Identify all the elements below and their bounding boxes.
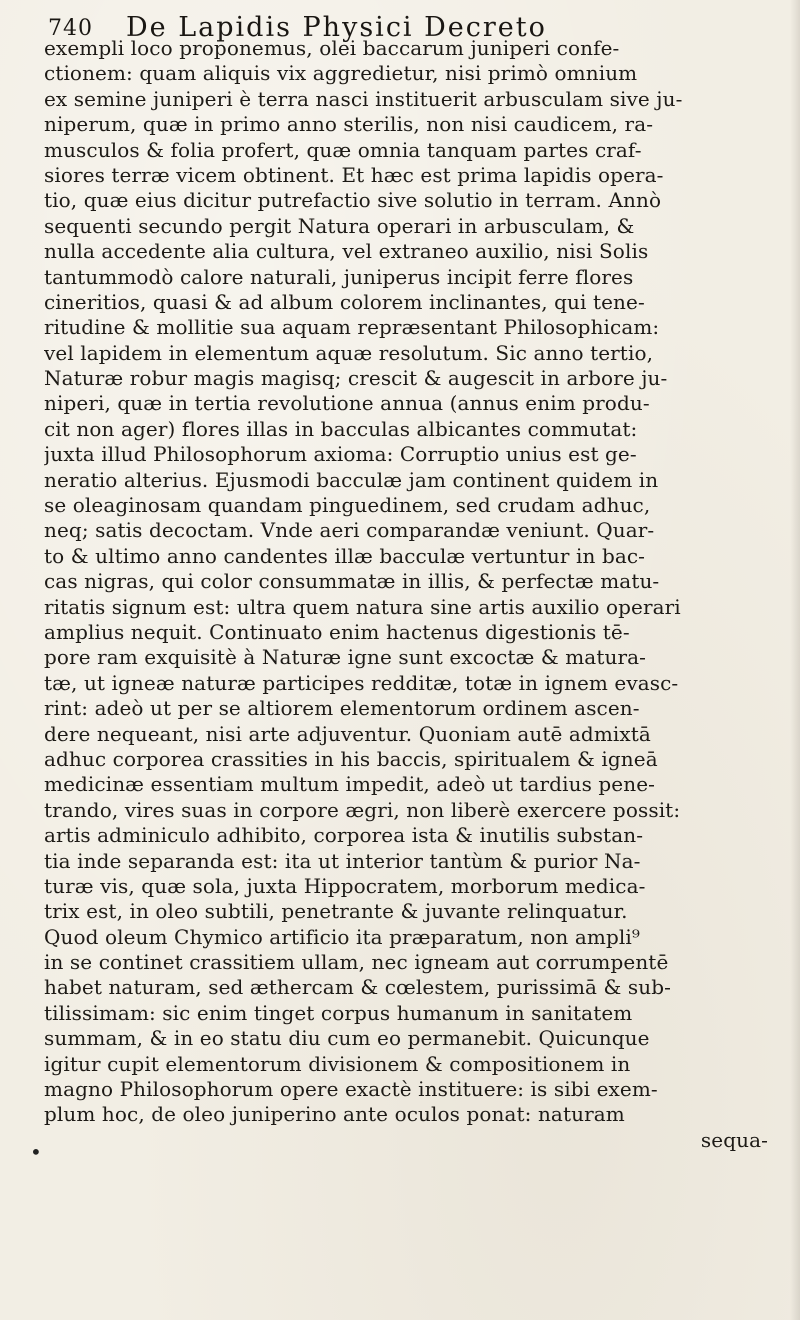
text-line: se oleaginosam quandam pinguedinem, sed crudam adhuc, — [44, 493, 651, 518]
text-line: ritudine & mollitie sua aquam repræsentant Philosophicam: — [44, 315, 660, 340]
text-line: ex semine juniperi è terra nasci instituerit arbusculam sive ju- — [44, 86, 683, 111]
text-line: niperi, quæ in tertia revolutione annua (annus enim produ- — [44, 391, 650, 416]
page-edge-shadow — [790, 0, 800, 1320]
text-line: habet naturam, sed æthercam & cœlestem, purissimā & sub- — [44, 975, 672, 1000]
page-number: 740 — [48, 16, 93, 41]
text-line: tilissimam: sic enim tinget corpus humanum in sanitatem — [44, 1000, 633, 1025]
margin-mark: • — [30, 1140, 42, 1164]
text-line: plum hoc, de oleo juniperino ante oculos ponat: naturam — [44, 1102, 625, 1127]
text-line: vel lapidem in elementum aquæ resolutum. Sic anno tertio, — [44, 340, 654, 365]
text-line: summam, & in eo statu diu cum eo permanebit. Quicunque — [44, 1026, 650, 1051]
text-line: tæ, ut igneæ naturæ participes redditæ, totæ in ignem evasc- — [44, 670, 679, 695]
text-line: ctionem: quam aliquis vix aggredietur, nisi primò omnium — [44, 61, 638, 86]
text-line: cit non ager) flores illas in bacculas albicantes commutat: — [44, 416, 638, 441]
text-line: artis adminiculo adhibito, corporea ista & inutilis substan- — [44, 823, 644, 848]
text-line: magno Philosophorum opere exactè instituere: is sibi exem- — [44, 1077, 658, 1102]
text-line: trix est, in oleo subtili, penetrante & juvante relinquatur. — [44, 899, 628, 924]
text-line: sequenti secundo pergit Natura operari in arbusculam, & — [44, 213, 635, 238]
text-line: juxta illud Philosophorum axioma: Corruptio unius est ge- — [44, 442, 637, 467]
text-line: medicinæ essentiam multum impedit, adeò ut tardius pene- — [44, 772, 655, 797]
text-line: rint: adeò ut per se altiorem elementorum ordinem ascen- — [44, 696, 640, 721]
body-text — [44, 36, 796, 1153]
text-line: cineritios, quasi & ad album colorem inclinantes, qui tene- — [44, 289, 645, 314]
text-line: tantummodò calore naturali, juniperus incipit ferre flores — [44, 264, 634, 289]
text-line: exempli loco proponemus, olei baccarum juniperi confe- — [44, 36, 620, 60]
text-line: nulla accedente alia cultura, vel extraneo auxilio, nisi Solis — [44, 239, 649, 264]
text-line: Naturæ robur magis magisq; crescit & augescit in arbore ju- — [44, 366, 668, 391]
text-line: to & ultimo anno candentes illæ bacculæ vertuntur in bac- — [44, 543, 646, 568]
text-line: siores terræ vicem obtinent. Et hæc est prima lapidis opera- — [44, 162, 664, 187]
text-line: ritatis signum est: ultra quem natura sine artis auxilio operari — [44, 594, 681, 619]
text-line: adhuc corporea crassities in his baccis, spiritualem & igneā — [44, 746, 658, 771]
text-line: tia inde separanda est: ita ut interior tantùm & purior Na- — [44, 848, 641, 873]
text-line: sequa- — [700, 1127, 768, 1152]
text-line: trando, vires suas in corpore ægri, non liberè exercere possit: — [44, 797, 681, 822]
text-line: neq; satis decoctam. Vnde aeri comparandæ veniunt. Quar- — [44, 518, 655, 543]
text-line: cas nigras, qui color consummatæ in illis, & perfectæ matu- — [44, 569, 660, 594]
text-line: in se continet crassitiem ullam, nec igneam aut corrumpentē — [44, 950, 669, 975]
text-line: dere nequeant, nisi arte adjuventur. Quoniam autē admixtā — [44, 721, 651, 746]
running-head: De Lapidis Physici Decreto — [126, 12, 547, 43]
text-line: musculos & folia profert, quæ omnia tanquam partes craf- — [44, 137, 642, 162]
text-line: tio, quæ eius dicitur putrefactio sive solutio in terram. Annò — [44, 188, 662, 213]
text-line: turæ vis, quæ sola, juxta Hippocratem, morborum medica- — [44, 873, 646, 898]
text-line: niperum, quæ in primo anno sterilis, non nisi caudicem, ra- — [44, 112, 654, 137]
text-line: amplius nequit. Continuato enim hactenus digestionis tē- — [44, 619, 630, 644]
text-line: igitur cupit elementorum divisionem & compositionem in — [44, 1051, 631, 1076]
text-line: pore ram exquisitè à Naturæ igne sunt excoctæ & matura- — [44, 645, 646, 670]
text-line: neratio alterius. Ejusmodi bacculæ jam continent quidem in — [44, 467, 659, 492]
text-line: Quod oleum Chymico artificio ita præparatum, non ampli⁹ — [44, 924, 640, 949]
